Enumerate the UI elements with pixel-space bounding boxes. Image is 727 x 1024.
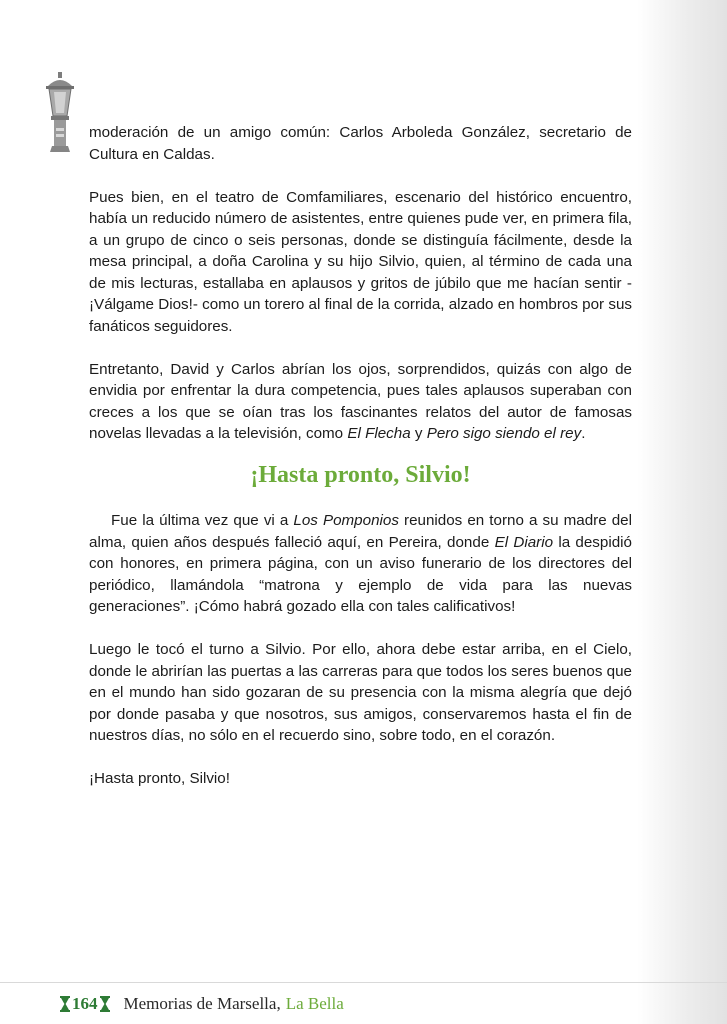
title-el-diario: El Diario [494, 533, 554, 551]
paragraph-4 [89, 510, 632, 618]
title-los-pomponios: Los Pomponios [293, 512, 399, 529]
book-subtitle: La Bella [285, 994, 344, 1013]
paragraph-6: ¡Hasta pronto, Silvio! [89, 770, 230, 787]
book-title: Memorias de Marsella, [123, 994, 281, 1013]
paragraph-1: moderación de un amigo común: Carlos Arboleda González, secretario de Cultura en Caldas. [89, 124, 632, 163]
text-run: reunidos en torno a su madre del alma, quien años después falleció aquí, en Pereira, donde [89, 512, 632, 551]
body-text [89, 122, 632, 790]
page-number: 164 [72, 994, 98, 1013]
paragraph-3 [89, 359, 632, 445]
hourglass-icon [60, 996, 70, 1012]
text-run: . [581, 425, 586, 442]
page-number-badge [60, 994, 110, 1014]
street-lamp-icon [40, 72, 80, 156]
paragraph-5: Luego le tocó el turno a Silvio. Por ello, ahora debe estar arriba, en el Cielo, donde le abrirían las puertas a las carreras para que todos los seres buenos que en el mundo han sido gozaran de su presencia con la misma alegría que dejó por donde pasaba y que nosotros, sus amigos, conservaremos hasta el fin de nuestros días, no sólo en el recuerdo sino, sobre todo, en el corazón. [89, 641, 632, 744]
footer-divider [0, 982, 727, 983]
text-run: la despidió con honores, en primera página, con un aviso funerario de los directores del periódico, llamándola “matrona y ejemplo de vida para las nuevas generaciones”. ¡Cómo habrá gozado ella con tales calificativos! [89, 533, 632, 615]
text-run: y [410, 425, 427, 442]
text-run: Fue la última vez que vi a [111, 512, 294, 529]
hourglass-icon [100, 996, 110, 1012]
page-footer [60, 992, 344, 1016]
section-heading: ¡Hasta pronto, Silvio! [250, 461, 471, 488]
book-title-pero-sigo-siendo-el-rey: Pero sigo siendo el rey [426, 425, 582, 442]
page-edge-shadow [637, 0, 727, 1024]
book-title-el-flecha: El Flecha [347, 425, 411, 442]
text-run: Entretanto, David y Carlos abrían los ojos, sorprendidos, quizás con algo de envidia por enfrentar la dura competencia, pues tales aplausos superaban con creces a los que se oían tras los fascinantes relatos del autor de famosas novelas llevadas a la televisión, como [89, 360, 632, 442]
paragraph-2: Pues bien, en el teatro de Comfamiliares, escenario del histórico encuentro, había un reducido número de asistentes, entre quienes pude ver, en primera fila, a un grupo de cinco o seis personas, donde se distinguía fácilmente, desde la mesa principal, a doña Carolina y su hijo Silvio, quien, al término de cada una de mis lecturas, estallaba en aplausos y gritos de júbilo que me hacían sentir -¡Válgame Dios!- como un torero al final de la corrida, alzado en hombros por sus fanáticos seguidores. [89, 188, 632, 335]
